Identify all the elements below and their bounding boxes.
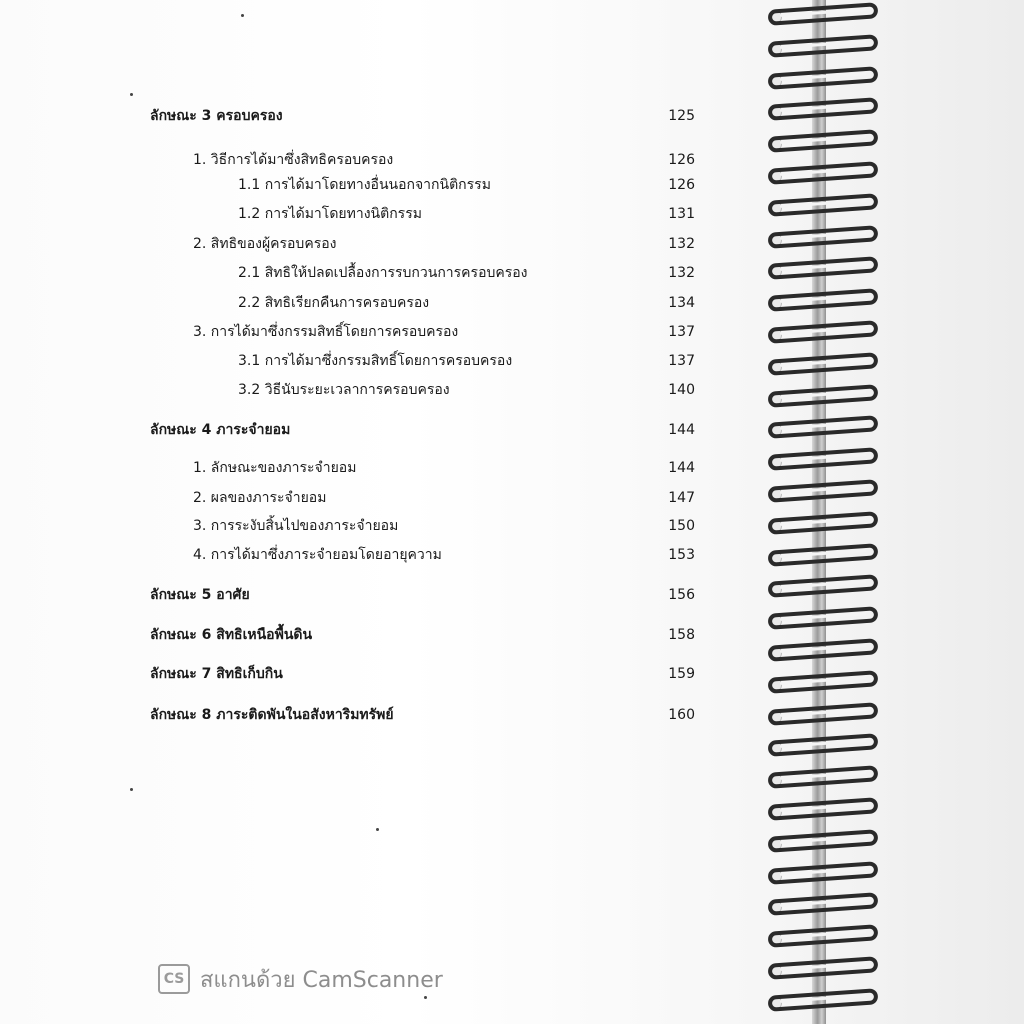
toc-chapter-5[interactable] [150,585,695,605]
toc-page-number: 131 [668,206,695,222]
toc-entry-label: 1. ลักษณะของภาระจำยอม [193,460,357,476]
toc-entry-label: 2. สิทธิของผู้ครอบครอง [193,236,337,252]
toc-section-4-3[interactable] [193,516,695,536]
toc-section-2[interactable] [193,234,695,254]
toc-entry-label: ลักษณะ 4 ภาระจำยอม [150,422,291,438]
toc-entry-label: 3.2 วิธีนับระยะเวลาการครอบครอง [238,382,450,398]
camscanner-icon: CS [158,964,190,994]
toc-section-4-4[interactable] [193,545,695,565]
toc-entry-label: 3.1 การได้มาซึ่งกรรมสิทธิ์โดยการครอบครอง [238,353,513,369]
toc-chapter-4[interactable] [150,420,695,440]
toc-page-number: 132 [668,265,695,281]
toc-subsection-1-2[interactable] [238,204,695,224]
toc-entry-label: ลักษณะ 8 ภาระติดพันในอสังหาริมทรัพย์ [150,707,394,723]
toc-page-number: 137 [668,353,695,369]
toc-page-number: 140 [668,382,695,398]
scan-speck [241,14,244,17]
toc-entry-label: ลักษณะ 3 ครอบครอง [150,108,283,124]
toc-subsection-2-2[interactable] [238,293,695,313]
toc-entry-label: 2. ผลของภาระจำยอม [193,490,327,506]
toc-entry-label: 2.1 สิทธิให้ปลดเปลื้องการรบกวนการครอบครอง [238,265,528,281]
toc-page-number: 156 [668,587,695,603]
toc-entry-label: 1.2 การได้มาโดยทางนิติกรรม [238,206,422,222]
toc-subsection-2-1[interactable] [238,263,695,283]
toc-entry-label: ลักษณะ 7 สิทธิเก็บกิน [150,666,283,682]
watermark-text: สแกนด้วย CamScanner [200,967,443,993]
toc-chapter-7[interactable] [150,664,695,684]
toc-chapter-3[interactable] [150,106,695,126]
toc-subsection-1-1[interactable] [238,175,695,195]
toc-page-number: 147 [668,490,695,506]
toc-chapter-6[interactable] [150,625,695,645]
scan-speck [376,828,379,831]
toc-page-number: 153 [668,547,695,563]
toc-page-number: 126 [668,152,695,168]
toc-page-number: 160 [668,707,695,723]
toc-entry-label: 3. การระงับสิ้นไปของภาระจำยอม [193,518,399,534]
toc-subsection-3-1[interactable] [238,351,695,371]
toc-page-number: 132 [668,236,695,252]
toc-entry-label: 1.1 การได้มาโดยทางอื่นนอกจากนิติกรรม [238,177,491,193]
toc-page-number: 158 [668,627,695,643]
toc-entry-label: ลักษณะ 5 อาศัย [150,587,250,603]
toc-page-number: 159 [668,666,695,682]
toc-section-4-1[interactable] [193,458,695,478]
toc-section-3[interactable] [193,322,695,342]
toc-section-1[interactable] [193,150,695,170]
toc-entry-label: 2.2 สิทธิเรียกคืนการครอบครอง [238,295,430,311]
toc-page-number: 144 [668,460,695,476]
scan-speck [130,93,133,96]
camscanner-watermark [158,962,443,996]
toc-chapter-8[interactable] [150,705,695,725]
toc-page-number: 125 [668,108,695,124]
toc-entry-label: 3. การได้มาซึ่งกรรมสิทธิ์โดยการครอบครอง [193,324,459,340]
toc-entry-label: 4. การได้มาซึ่งภาระจำยอมโดยอายุความ [193,547,442,563]
scan-speck [130,788,133,791]
toc-entry-label: ลักษณะ 6 สิทธิเหนือพื้นดิน [150,627,313,643]
toc-page-number: 126 [668,177,695,193]
toc-page-number: 144 [668,422,695,438]
toc-page-number: 137 [668,324,695,340]
toc-subsection-3-2[interactable] [238,380,695,400]
toc-page-number: 134 [668,295,695,311]
toc-page-number: 150 [668,518,695,534]
toc-section-4-2[interactable] [193,488,695,508]
toc-entry-label: 1. วิธีการได้มาซึ่งสิทธิครอบครอง [193,152,394,168]
